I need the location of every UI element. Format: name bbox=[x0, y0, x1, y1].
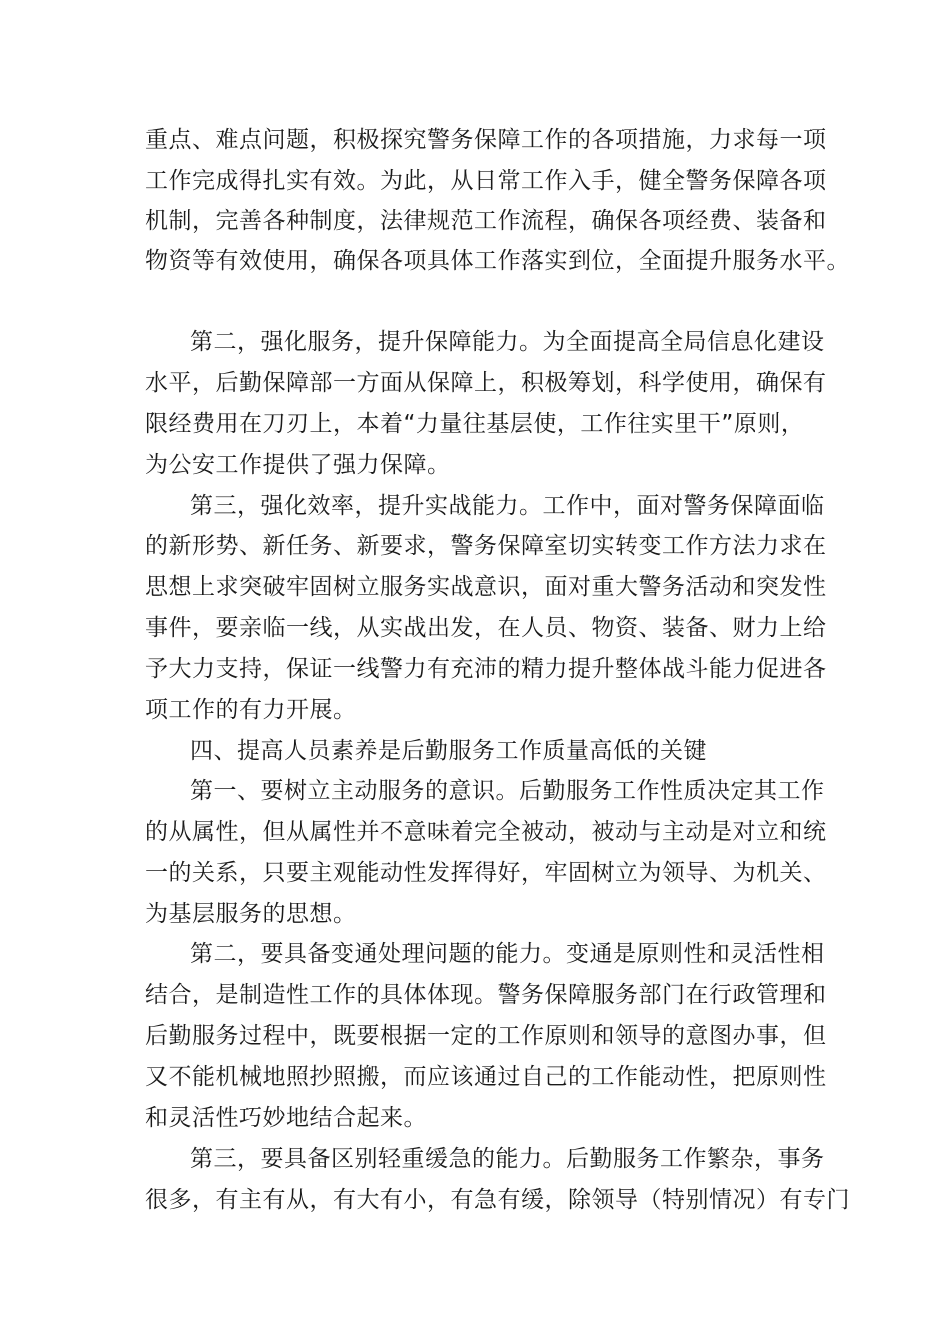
text-line: 后勤服务过程中，既要根据一定的工作原则和领导的意图办事，但 bbox=[145, 1023, 827, 1049]
text-line: 予大力支持，保证一线警力有充沛的精力提升整体战斗能力促进各 bbox=[145, 656, 827, 682]
text-line: 事件，要亲临一线，从实战出发，在人员、物资、装备、财力上给 bbox=[145, 615, 827, 641]
text-line: 机制，完善各种制度，法律规范工作流程，确保各项经费、装备和 bbox=[145, 208, 827, 234]
text-line: 为基层服务的思想。 bbox=[145, 901, 357, 927]
paragraph-start-line: 第二，要具备变通处理问题的能力。变通是原则性和灵活性相 bbox=[190, 941, 825, 967]
text-line: 限经费用在刀刃上，本着“力量往基层使，工作往实里干”原则， bbox=[145, 411, 805, 437]
text-line: 物资等有效使用，确保各项具体工作落实到位，全面提升服务水平。 bbox=[145, 248, 850, 274]
paragraph-start-line: 第二，强化服务，提升保障能力。为全面提高全局信息化建设 bbox=[190, 329, 825, 355]
paragraph-start-line: 第一、要树立主动服务的意识。后勤服务工作性质决定其工作 bbox=[190, 778, 825, 804]
text-line: 思想上求突破牢固树立服务实战意识，面对重大警务活动和突发性 bbox=[145, 574, 827, 600]
text-line: 很多，有主有从，有大有小，有急有缓，除领导（特别情况）有专门 bbox=[145, 1187, 850, 1213]
text-line: 为公安工作提供了强力保障。 bbox=[145, 452, 451, 478]
text-line: 结合，是制造性工作的具体体现。警务保障服务部门在行政管理和 bbox=[145, 982, 827, 1008]
text-line: 项工作的有力开展。 bbox=[145, 697, 357, 723]
text-line: 又不能机械地照抄照搬，而应该通过自己的工作能动性，把原则性 bbox=[145, 1064, 827, 1090]
text-line: 一的关系，只要主观能动性发挥得好，牢固树立为领导、为机关、 bbox=[145, 860, 827, 886]
text-line: 重点、难点问题，积极探究警务保障工作的各项措施，力求每一项 bbox=[145, 127, 827, 153]
text-line: 和灵活性巧妙地结合起来。 bbox=[145, 1105, 427, 1131]
paragraph-start-line: 第三，强化效率，提升实战能力。工作中，面对警务保障面临 bbox=[190, 493, 825, 519]
section-heading: 四、提高人员素养是后勤服务工作质量高低的关键 bbox=[190, 738, 707, 764]
text-line: 水平，后勤保障部一方面从保障上，积极筹划，科学使用，确保有 bbox=[145, 370, 827, 396]
text-line: 的从属性，但从属性并不意味着完全被动，被动与主动是对立和统 bbox=[145, 819, 827, 845]
paragraph-start-line: 第三，要具备区别轻重缓急的能力。后勤服务工作繁杂，事务 bbox=[190, 1146, 825, 1172]
text-line: 工作完成得扎实有效。为此，从日常工作入手，健全警务保障各项 bbox=[145, 168, 827, 194]
text-line: 的新形势、新任务、新要求，警务保障室切实转变工作方法力求在 bbox=[145, 533, 827, 559]
